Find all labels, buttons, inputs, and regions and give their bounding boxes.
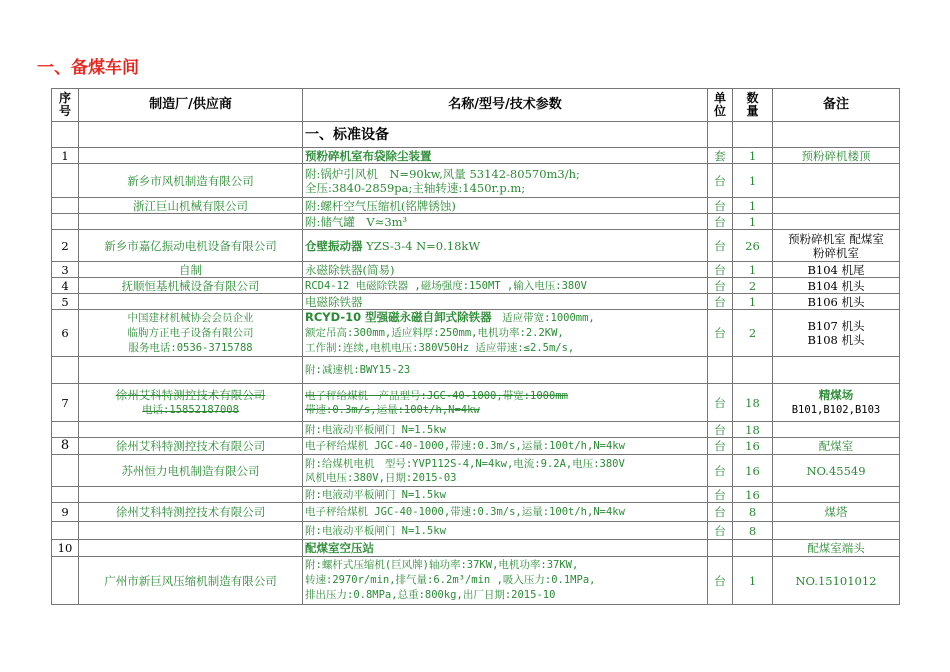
item-spec: 电子秤给煤机 JGC-40-1000,带速:0.3m/s,运量:100t/h,N=4kw bbox=[303, 503, 708, 522]
table-row bbox=[52, 262, 900, 278]
qty: 16 bbox=[733, 487, 773, 503]
unit: 台 bbox=[708, 278, 733, 294]
note: NO.15101012 bbox=[773, 557, 900, 605]
unit: 台 bbox=[708, 230, 733, 262]
note: B104 机头 bbox=[773, 278, 900, 294]
header-spec: 名称/型号/技术参数 bbox=[303, 89, 708, 122]
qty: 1 bbox=[733, 294, 773, 310]
note: 预粉碎机楼顶 bbox=[773, 148, 900, 164]
header-qty: 数 量 bbox=[733, 89, 773, 122]
equipment-table bbox=[51, 88, 900, 605]
unit: 台 bbox=[708, 438, 733, 455]
table-row bbox=[52, 540, 900, 557]
item-spec: 附:储气罐 V≈3m³ bbox=[303, 214, 708, 230]
qty: 16 bbox=[733, 438, 773, 455]
table-row bbox=[52, 384, 900, 422]
item-spec: 附:螺杆空气压缩机(铭牌锈蚀) bbox=[303, 198, 708, 214]
item-spec: 附:电液动平板闸门 N=1.5kw bbox=[303, 487, 708, 503]
maker: 自制 bbox=[79, 262, 303, 278]
table-row bbox=[52, 278, 900, 294]
qty: 18 bbox=[733, 384, 773, 422]
item-name: 配煤室空压站 bbox=[303, 540, 708, 557]
table-row bbox=[52, 198, 900, 214]
unit: 台 bbox=[708, 310, 733, 357]
note: NO.45549 bbox=[773, 455, 900, 487]
table-row bbox=[52, 294, 900, 310]
unit: 套 bbox=[708, 148, 733, 164]
row-no: 7 bbox=[52, 384, 79, 422]
maker: 抚顺恒基机械设备有限公司 bbox=[79, 278, 303, 294]
maker: 广州市新巨风压缩机制造有限公司 bbox=[79, 557, 303, 605]
qty: 16 bbox=[733, 455, 773, 487]
section-row bbox=[52, 122, 900, 148]
row-no: 1 bbox=[52, 148, 79, 164]
maker: 苏州恒力电机制造有限公司 bbox=[79, 455, 303, 487]
qty: 2 bbox=[733, 310, 773, 357]
table-row bbox=[52, 455, 900, 487]
item-spec: RCD4-12 电磁除铁器 ,磁场强度:150MT ,输入电压:380V bbox=[303, 278, 708, 294]
item-spec: RCYD-10 型强磁永磁自卸式除铁器 适应带宽:1000mm, 额定吊高:300mm,适应料厚:250mm,电机功率:2.2KW, 工作制:连续,电机电压:380V50Hz 适应带速:≤2.5m/s, bbox=[303, 310, 708, 357]
item-spec: 附:给煤机电机 型号:YVP112S-4,N=4kw,电流:9.2A,电压:380V 风机电压:380V,日期:2015-03 bbox=[303, 455, 708, 487]
note: B107 机头 B108 机头 bbox=[773, 310, 900, 357]
item-spec: 电子秤给煤机 产品型号:JGC-40-1000,带宽:1000mm 带速:0.3m/s,运量:100t/h,N=4kw bbox=[303, 384, 708, 422]
table-row bbox=[52, 503, 900, 522]
unit: 台 bbox=[708, 164, 733, 198]
item-spec: 电磁除铁器 bbox=[303, 294, 708, 310]
note: 精煤场 B101,B102,B103 bbox=[773, 384, 900, 422]
item-spec: 电子秤给煤机 JGC-40-1000,带速:0.3m/s,运量:100t/h,N=4kw bbox=[303, 438, 708, 455]
maker: 浙江巨山机械有限公司 bbox=[79, 198, 303, 214]
item-spec: 仓壁振动器 YZS-3-4 N=0.18kW bbox=[303, 230, 708, 262]
unit: 台 bbox=[708, 384, 733, 422]
qty: 1 bbox=[733, 557, 773, 605]
item-spec: 附:螺杆式压缩机(巨风牌)轴功率:37KW,电机功率:37KW, 转速:2970r/min,排气量:6.2m³/min ,吸入压力:0.1MPa, 排出压力:0.8MPa,总重:800kg,出厂日期:2015-10 bbox=[303, 557, 708, 605]
header-no: 序 号 bbox=[52, 89, 79, 122]
table-header-row bbox=[52, 89, 900, 122]
table-row bbox=[52, 230, 900, 262]
unit: 台 bbox=[708, 422, 733, 438]
table-row bbox=[52, 438, 900, 455]
qty: 8 bbox=[733, 522, 773, 540]
item-name: 预粉碎机室布袋除尘装置 bbox=[303, 148, 708, 164]
item-spec: 永磁除铁器(简易) bbox=[303, 262, 708, 278]
qty: 1 bbox=[733, 262, 773, 278]
section-heading: 一、备煤车间 bbox=[37, 58, 139, 78]
maker: 中国建材机械协会会员企业 临朐方正电子设备有限公司 服务电话:0536-3715788 bbox=[79, 310, 303, 357]
item-spec: 附:锅炉引风机 N=90kw,风量 53142-80570m3/h; 全压:3840-2859pa;主轴转速:1450r.p.m; bbox=[303, 164, 708, 198]
unit: 台 bbox=[708, 522, 733, 540]
table-row bbox=[52, 164, 900, 198]
row-no: 2 bbox=[52, 230, 79, 262]
item-spec: 附:电液动平板闸门 N=1.5kw bbox=[303, 422, 708, 438]
header-maker: 制造厂/供应商 bbox=[79, 89, 303, 122]
qty: 1 bbox=[733, 198, 773, 214]
qty: 26 bbox=[733, 230, 773, 262]
row-no: 9 bbox=[52, 503, 79, 522]
table-row bbox=[52, 522, 900, 540]
note: 配煤室 bbox=[773, 438, 900, 455]
note: B106 机头 bbox=[773, 294, 900, 310]
row-no: 5 bbox=[52, 294, 79, 310]
table-row bbox=[52, 214, 900, 230]
unit: 台 bbox=[708, 294, 733, 310]
maker: 徐州艾科特测控技术有限公司 bbox=[79, 503, 303, 522]
header-note: 备注 bbox=[773, 89, 900, 122]
unit: 台 bbox=[708, 557, 733, 605]
qty: 8 bbox=[733, 503, 773, 522]
table-row bbox=[52, 487, 900, 503]
qty: 1 bbox=[733, 148, 773, 164]
unit: 台 bbox=[708, 214, 733, 230]
unit: 台 bbox=[708, 455, 733, 487]
maker: 徐州艾科特测控技术有限公司 bbox=[79, 438, 303, 455]
row-no: 8 bbox=[52, 438, 79, 455]
table-row bbox=[52, 148, 900, 164]
header-unit: 单 位 bbox=[708, 89, 733, 122]
row-no: 4 bbox=[52, 278, 79, 294]
maker: 新乡市嘉亿振动电机设备有限公司 bbox=[79, 230, 303, 262]
qty: 2 bbox=[733, 278, 773, 294]
row-no: 3 bbox=[52, 262, 79, 278]
table-row bbox=[52, 357, 900, 384]
maker: 徐州艾科特测控技术有限公司 电话:15852187008 bbox=[79, 384, 303, 422]
note: B104 机尾 bbox=[773, 262, 900, 278]
unit: 台 bbox=[708, 262, 733, 278]
unit: 台 bbox=[708, 487, 733, 503]
unit: 台 bbox=[708, 198, 733, 214]
unit: 台 bbox=[708, 503, 733, 522]
maker: 新乡市风机制造有限公司 bbox=[79, 164, 303, 198]
table-row bbox=[52, 422, 900, 438]
qty: 1 bbox=[733, 164, 773, 198]
section-title: 一、标准设备 bbox=[303, 122, 708, 148]
note: 预粉碎机室 配煤室 粉碎机室 bbox=[773, 230, 900, 262]
qty: 18 bbox=[733, 422, 773, 438]
item-spec: 附:减速机:BWY15-23 bbox=[303, 357, 708, 384]
note: 配煤室端头 bbox=[773, 540, 900, 557]
note: 煤塔 bbox=[773, 503, 900, 522]
table-row bbox=[52, 310, 900, 357]
row-no: 6 bbox=[52, 310, 79, 357]
table-row bbox=[52, 557, 900, 605]
item-spec: 附:电液动平板闸门 N=1.5kw bbox=[303, 522, 708, 540]
qty: 1 bbox=[733, 214, 773, 230]
row-no: 10 bbox=[52, 540, 79, 557]
